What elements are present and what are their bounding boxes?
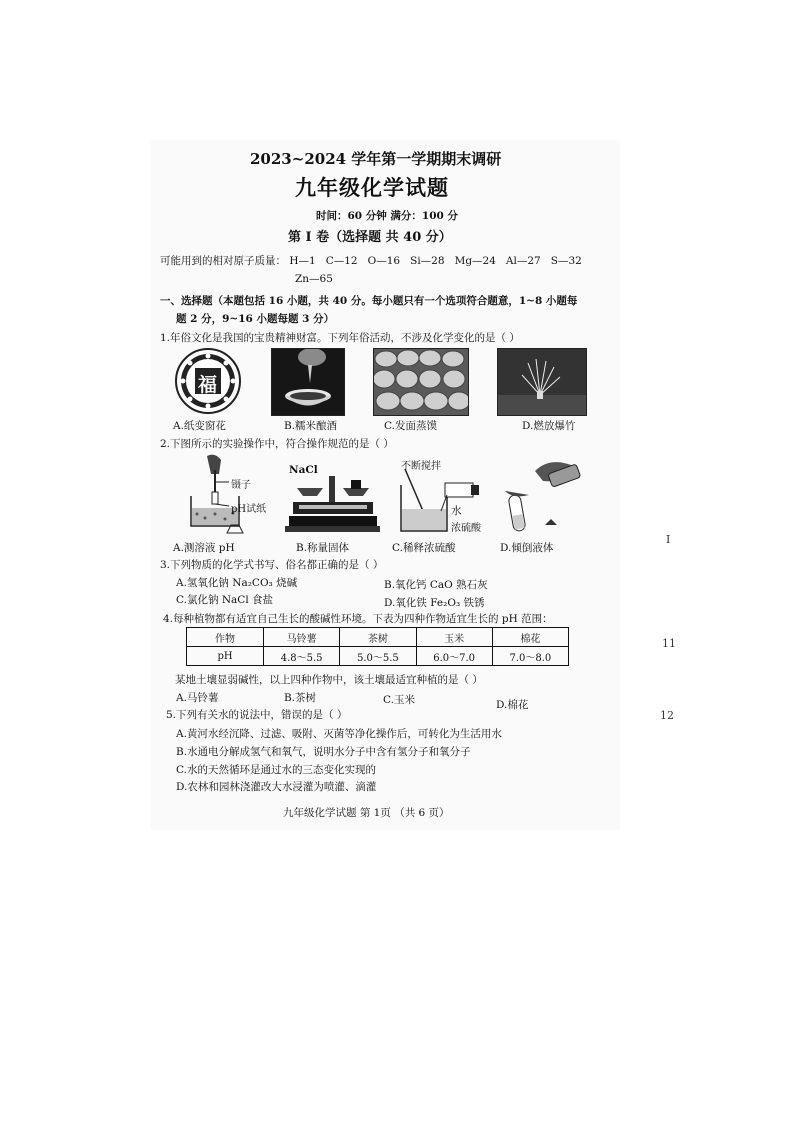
q1-option-d: D.燃放爆竹 [522,420,576,432]
pouring-diagram [505,455,585,537]
exam-term-line: 2023~2024 学年第一学期期末调研 [250,150,502,168]
margin-mark: 11 [662,637,676,650]
table-cell: 5.0～5.5 [340,647,416,666]
ph-range-table [186,627,569,666]
q4-option-b: B.茶树 [284,692,317,704]
table-cell: 茶树 [340,628,416,647]
q4-option-c: C.玉米 [383,694,415,706]
q3-option-b: B.氧化钙 CaO 熟石灰 [384,579,488,591]
q2-option-c: C.稀释浓硫酸 [392,542,456,554]
table-cell: 马铃薯 [264,628,340,647]
margin-mark: I [666,533,671,546]
dropper-icon [225,520,245,532]
steamed-buns-image [373,348,469,416]
q5-option-c: C.水的天然循环是通过水的三态变化实现的 [176,764,376,776]
q3-option-d: D.氧化铁 Fe₂O₃ 铁锈 [384,597,485,609]
q5-stem: 5.下列有关水的说法中，错误的是（ ） [166,709,348,721]
q3-option-c: C.氯化钠 NaCl 食盐 [176,594,274,606]
ph-paper-label: pH试纸 [231,504,267,515]
table-cell: 6.0～7.0 [416,647,492,666]
atomic-mass-value: C—12 [325,255,358,267]
table-row-label: pH [187,647,264,666]
atomic-mass-last: Zn—65 [295,273,333,285]
table-cell: 棉花 [492,628,568,647]
stir-label: 不断搅拌 [401,461,441,472]
atomic-mass-value: Si—28 [410,255,445,267]
q2-option-d: D.倾倒液体 [500,542,554,554]
paper-cutting-image [172,347,244,415]
table-cell: 玉米 [416,628,492,647]
q4-option-d: D.棉花 [496,699,529,711]
atomic-mass-value: Al—27 [505,255,541,267]
q1-stem: 1.年俗文化是我国的宝贵精神财富。下列年俗活动，不涉及化学变化的是（ ） [160,332,520,344]
q2-option-b: B.称量固体 [296,542,350,554]
q3-option-a: A.氢氧化钠 Na₂CO₃ 烧碱 [176,577,298,589]
section-heading-line2: 题 2 分，9~16 小题每题 3 分） [176,313,335,325]
table-cell: 7.0～8.0 [492,647,568,666]
q4-stem: 4.每种植物都有适宜自己生长的酸碱性环境。下表为四种作物适宜生长的 pH 范围： [163,613,553,625]
nacl-label: NaCl [289,464,318,476]
section-heading-line1: 一、选择题（本题包括 16 小题，共 40 分。每小题只有一个选项符合题意，1~8 小题每 [160,295,578,307]
water-label: 水 [451,505,462,517]
q5-option-d: D.农林和园林浇灌改大水浸灌为喷灌、滴灌 [176,781,377,793]
atomic-mass-line [160,253,582,268]
q5-option-b: B.水通电分解成氢气和氧气，说明水分子中含有氢分子和氧分子 [176,746,471,758]
rice-wine-image [271,348,345,416]
margin-mark: 12 [660,709,674,722]
table-cell: 4.8～5.5 [264,647,340,666]
time-score: 时间：60 分钟 满分：100 分 [316,210,458,222]
atomic-mass-value: Mg—24 [454,255,496,267]
q2-stem: 2.下图所示的实验操作中，符合操作规范的是（ ） [160,438,394,450]
q1-option-b: B.糯米酿酒 [284,420,338,432]
page-footer: 九年级化学试题 第 1页 （共 6 页） [283,807,450,819]
atomic-mass-value: S—32 [550,255,582,267]
q2-option-a: A.测溶液 pH [173,542,235,554]
q4-stem2: 某地土壤显弱碱性，以上四种作物中，该土壤最适宜种植的是（ ） [175,674,483,686]
tweezers-label: 镊子 [231,480,251,491]
q4-option-a: A.马铃薯 [176,692,219,704]
atomic-mass-value: H—1 [289,255,316,267]
firecracker-image [497,348,587,416]
fu-character: 福 [198,374,218,396]
exam-title: 九年级化学试题 [295,175,449,200]
table-row-label: 作物 [187,628,264,647]
acid-label: 浓硫酸 [451,523,481,534]
balance-diagram [285,462,380,534]
crop-row [187,628,569,647]
q3-stem: 3.下列物质的化学式书写、俗名都正确的是（ ） [160,559,384,571]
q5-option-a: A.黄河水经沉降、过滤、吸附、灭菌等净化操作后，可转化为生活用水 [176,728,502,740]
part-heading: 第 I 卷（选择题 共 40 分） [288,230,452,245]
q1-option-c: C.发面蒸馍 [384,420,437,432]
dilution-diagram [395,455,495,535]
ph-row [187,647,569,666]
atomic-mass-lead: 可能用到的相对原子质量： [160,255,286,267]
atomic-mass-value: O—16 [367,255,401,267]
q1-option-a: A.纸变窗花 [173,420,226,432]
